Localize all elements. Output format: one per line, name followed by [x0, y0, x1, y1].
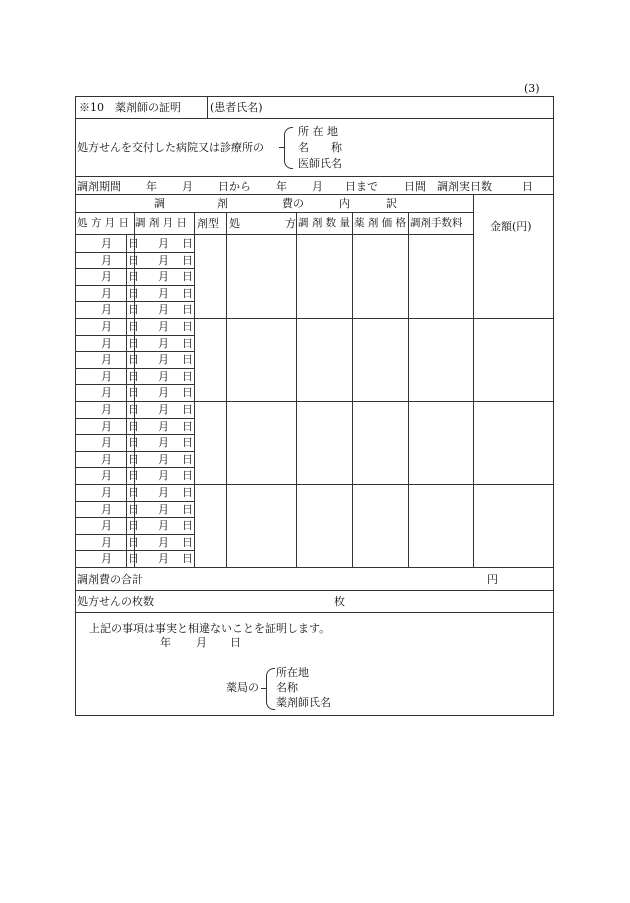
row-rule	[76, 351, 194, 352]
page-number: (3)	[524, 82, 540, 95]
col-drug-price: 薬 剤 価 格	[354, 217, 407, 229]
disp-day-label: 日	[182, 253, 193, 267]
disp-month-label: 月	[158, 452, 169, 466]
rx-day-label: 日	[128, 535, 139, 549]
rx-day-label: 日	[128, 469, 139, 483]
disp-day-label: 日	[182, 353, 193, 367]
disp-month-label: 月	[158, 303, 169, 317]
breakdown-title-char: の	[293, 197, 304, 210]
institution-doctor-label: 医師氏名	[298, 157, 342, 170]
pharmacist-certificate-form	[75, 96, 554, 716]
breakdown-title-char: 剤	[217, 197, 228, 210]
row-rule	[76, 501, 194, 502]
col-rx-date: 処 方 月 日	[77, 217, 130, 229]
col-amount: 金額(円)	[490, 220, 532, 233]
disp-day-label: 日	[182, 286, 193, 300]
rx-count-label: 処方せんの枚数	[77, 595, 154, 608]
pharmacy-brace	[266, 668, 275, 710]
rx-month-label: 月	[101, 270, 112, 284]
disp-month-label: 月	[158, 369, 169, 383]
col-rx-left: 処	[229, 217, 240, 230]
cert-month: 月	[196, 636, 207, 649]
breakdown-title-char: 費	[282, 197, 293, 210]
col-rx-right: 方	[285, 217, 296, 230]
rx-month-label: 月	[101, 403, 112, 416]
cert-year: 年	[160, 636, 171, 649]
disp-month-label: 月	[158, 419, 169, 433]
rx-month-label: 月	[101, 469, 112, 483]
disp-month-label: 月	[158, 502, 169, 516]
institution-name-label: 名 称	[298, 141, 342, 154]
fee-total-unit: 円	[487, 573, 498, 586]
col-disp-date: 調 剤 月 日	[135, 217, 188, 229]
certificate-note-label: ※10 薬剤師の証明	[79, 101, 181, 114]
rx-day-label: 日	[128, 369, 139, 383]
actual-days-unit: 日	[522, 180, 533, 193]
group-rule	[76, 318, 553, 319]
col-divider-fee	[473, 194, 474, 567]
rx-day-label: 日	[128, 270, 139, 284]
disp-day-label: 日	[182, 237, 193, 250]
disp-month-label: 月	[158, 552, 169, 566]
disp-day-label: 日	[182, 535, 193, 549]
column-header-rule	[76, 234, 473, 235]
rx-month-label: 月	[101, 237, 112, 250]
col-fee: 調剤手数料	[410, 217, 463, 229]
row-rule	[76, 368, 194, 369]
row-rule	[76, 285, 194, 286]
col-divider-disp-date	[194, 212, 195, 567]
rx-month-label: 月	[101, 519, 112, 533]
rx-month-label: 月	[101, 486, 112, 499]
period-rule	[76, 194, 553, 195]
col-form: 剤型	[197, 217, 219, 230]
row-rule	[76, 467, 194, 468]
rx-month-label: 月	[101, 303, 112, 317]
period-until-day: 日まで	[345, 180, 378, 193]
rx-month-label: 月	[101, 419, 112, 433]
col-divider-quantity	[352, 212, 353, 567]
institution-rule	[76, 176, 553, 177]
disp-day-label: 日	[182, 452, 193, 466]
period-year-2: 年	[276, 180, 287, 193]
disp-day-label: 日	[182, 469, 193, 483]
rx-day-label: 日	[128, 403, 139, 416]
fee-total-label: 調剤費の合計	[77, 573, 143, 586]
row-rule	[76, 384, 194, 385]
rx-month-label: 月	[101, 552, 112, 566]
disp-day-label: 日	[182, 386, 193, 400]
disp-day-label: 日	[182, 303, 193, 317]
institution-brace-tip	[279, 147, 284, 148]
breakdown-title-char: 訳	[386, 197, 397, 210]
rx-day-label: 日	[128, 486, 139, 499]
rx-count-rule	[76, 612, 553, 613]
disp-month-label: 月	[158, 535, 169, 549]
certification-statement: 上記の事項は事実と相違ないことを証明します。	[89, 622, 331, 635]
rx-day-label: 日	[128, 419, 139, 433]
rx-day-label: 日	[128, 303, 139, 317]
disp-month-label: 月	[158, 519, 169, 533]
rx-day-label: 日	[128, 286, 139, 300]
disp-month-label: 月	[158, 320, 169, 333]
institution-address-label: 所 在 地	[298, 125, 338, 138]
patient-name-label: (患者氏名)	[210, 101, 263, 114]
row-rule	[76, 517, 194, 518]
disp-day-label: 日	[182, 419, 193, 433]
period-from-day: 日から	[218, 180, 251, 193]
header-rule	[76, 118, 553, 119]
period-month-1: 月	[182, 180, 193, 193]
pharmacy-address-label: 所在地	[276, 666, 309, 679]
row-rule	[76, 434, 194, 435]
disp-month-label: 月	[158, 436, 169, 450]
disp-month-label: 月	[158, 336, 169, 350]
disp-month-label: 月	[158, 253, 169, 267]
row-rule	[76, 418, 194, 419]
disp-month-label: 月	[158, 286, 169, 300]
period-month-2: 月	[312, 180, 323, 193]
institution-brace	[284, 127, 293, 169]
col-divider-form	[226, 212, 227, 567]
row-rule	[76, 534, 194, 535]
group-rule	[76, 401, 553, 402]
rx-month-label: 月	[101, 353, 112, 367]
rx-day-label: 日	[128, 253, 139, 267]
disp-day-label: 日	[182, 502, 193, 516]
rx-day-label: 日	[128, 320, 139, 333]
disp-month-label: 月	[158, 270, 169, 284]
rx-count-unit: 枚	[334, 595, 345, 608]
disp-month-label: 月	[158, 386, 169, 400]
actual-days-label: 調剤実日数	[437, 180, 492, 193]
period-year-1: 年	[146, 180, 157, 193]
row-rule	[76, 252, 194, 253]
disp-month-label: 月	[158, 486, 169, 499]
row-rule	[76, 301, 194, 302]
cert-day: 日	[230, 636, 241, 649]
disp-month-label: 月	[158, 237, 169, 250]
rx-day-label: 日	[128, 519, 139, 533]
rx-day-label: 日	[128, 436, 139, 450]
group-rule	[76, 567, 553, 568]
rx-day-label: 日	[128, 353, 139, 367]
rx-month-label: 月	[101, 320, 112, 333]
rx-month-label: 月	[101, 253, 112, 267]
disp-day-label: 日	[182, 519, 193, 533]
rx-month-label: 月	[101, 452, 112, 466]
rx-month-label: 月	[101, 336, 112, 350]
header-divider	[207, 97, 208, 118]
col-divider-price	[408, 212, 409, 567]
pharmacy-brace-tip	[261, 688, 266, 689]
rx-month-label: 月	[101, 386, 112, 400]
col-quantity: 調 剤 数 量	[298, 217, 351, 229]
disp-day-label: 日	[182, 369, 193, 383]
disp-day-label: 日	[182, 436, 193, 450]
institution-label: 処方せんを交付した病院又は診療所の	[77, 141, 264, 154]
period-days: 日間	[404, 180, 426, 193]
disp-day-label: 日	[182, 403, 193, 416]
group-rule	[76, 484, 553, 485]
disp-day-label: 日	[182, 320, 193, 333]
breakdown-title-char: 調	[154, 197, 165, 210]
row-rule	[76, 335, 194, 336]
breakdown-title-rule	[76, 212, 473, 213]
disp-day-label: 日	[182, 336, 193, 350]
disp-day-label: 日	[182, 486, 193, 499]
pharmacy-name-label: 名称	[276, 681, 298, 694]
row-rule	[76, 451, 194, 452]
fee-total-rule	[76, 590, 553, 591]
rx-day-label: 日	[128, 552, 139, 566]
row-rule	[76, 550, 194, 551]
period-label: 調剤期間	[77, 180, 121, 193]
rx-month-label: 月	[101, 369, 112, 383]
rx-day-label: 日	[128, 386, 139, 400]
disp-day-label: 日	[182, 270, 193, 284]
row-rule	[76, 268, 194, 269]
rx-month-label: 月	[101, 535, 112, 549]
rx-month-label: 月	[101, 436, 112, 450]
col-divider-rx	[296, 212, 297, 567]
disp-month-label: 月	[158, 403, 169, 416]
rx-day-label: 日	[128, 336, 139, 350]
disp-day-label: 日	[182, 552, 193, 566]
rx-day-label: 日	[128, 452, 139, 466]
rx-month-label: 月	[101, 502, 112, 516]
rx-month-label: 月	[101, 286, 112, 300]
pharmacist-name-label: 薬剤師氏名	[276, 696, 331, 709]
rx-day-label: 日	[128, 502, 139, 516]
pharmacy-label: 薬局の	[226, 681, 259, 694]
breakdown-title-char: 内	[339, 197, 350, 210]
disp-month-label: 月	[158, 469, 169, 483]
rx-day-label: 日	[128, 237, 139, 250]
disp-month-label: 月	[158, 353, 169, 367]
